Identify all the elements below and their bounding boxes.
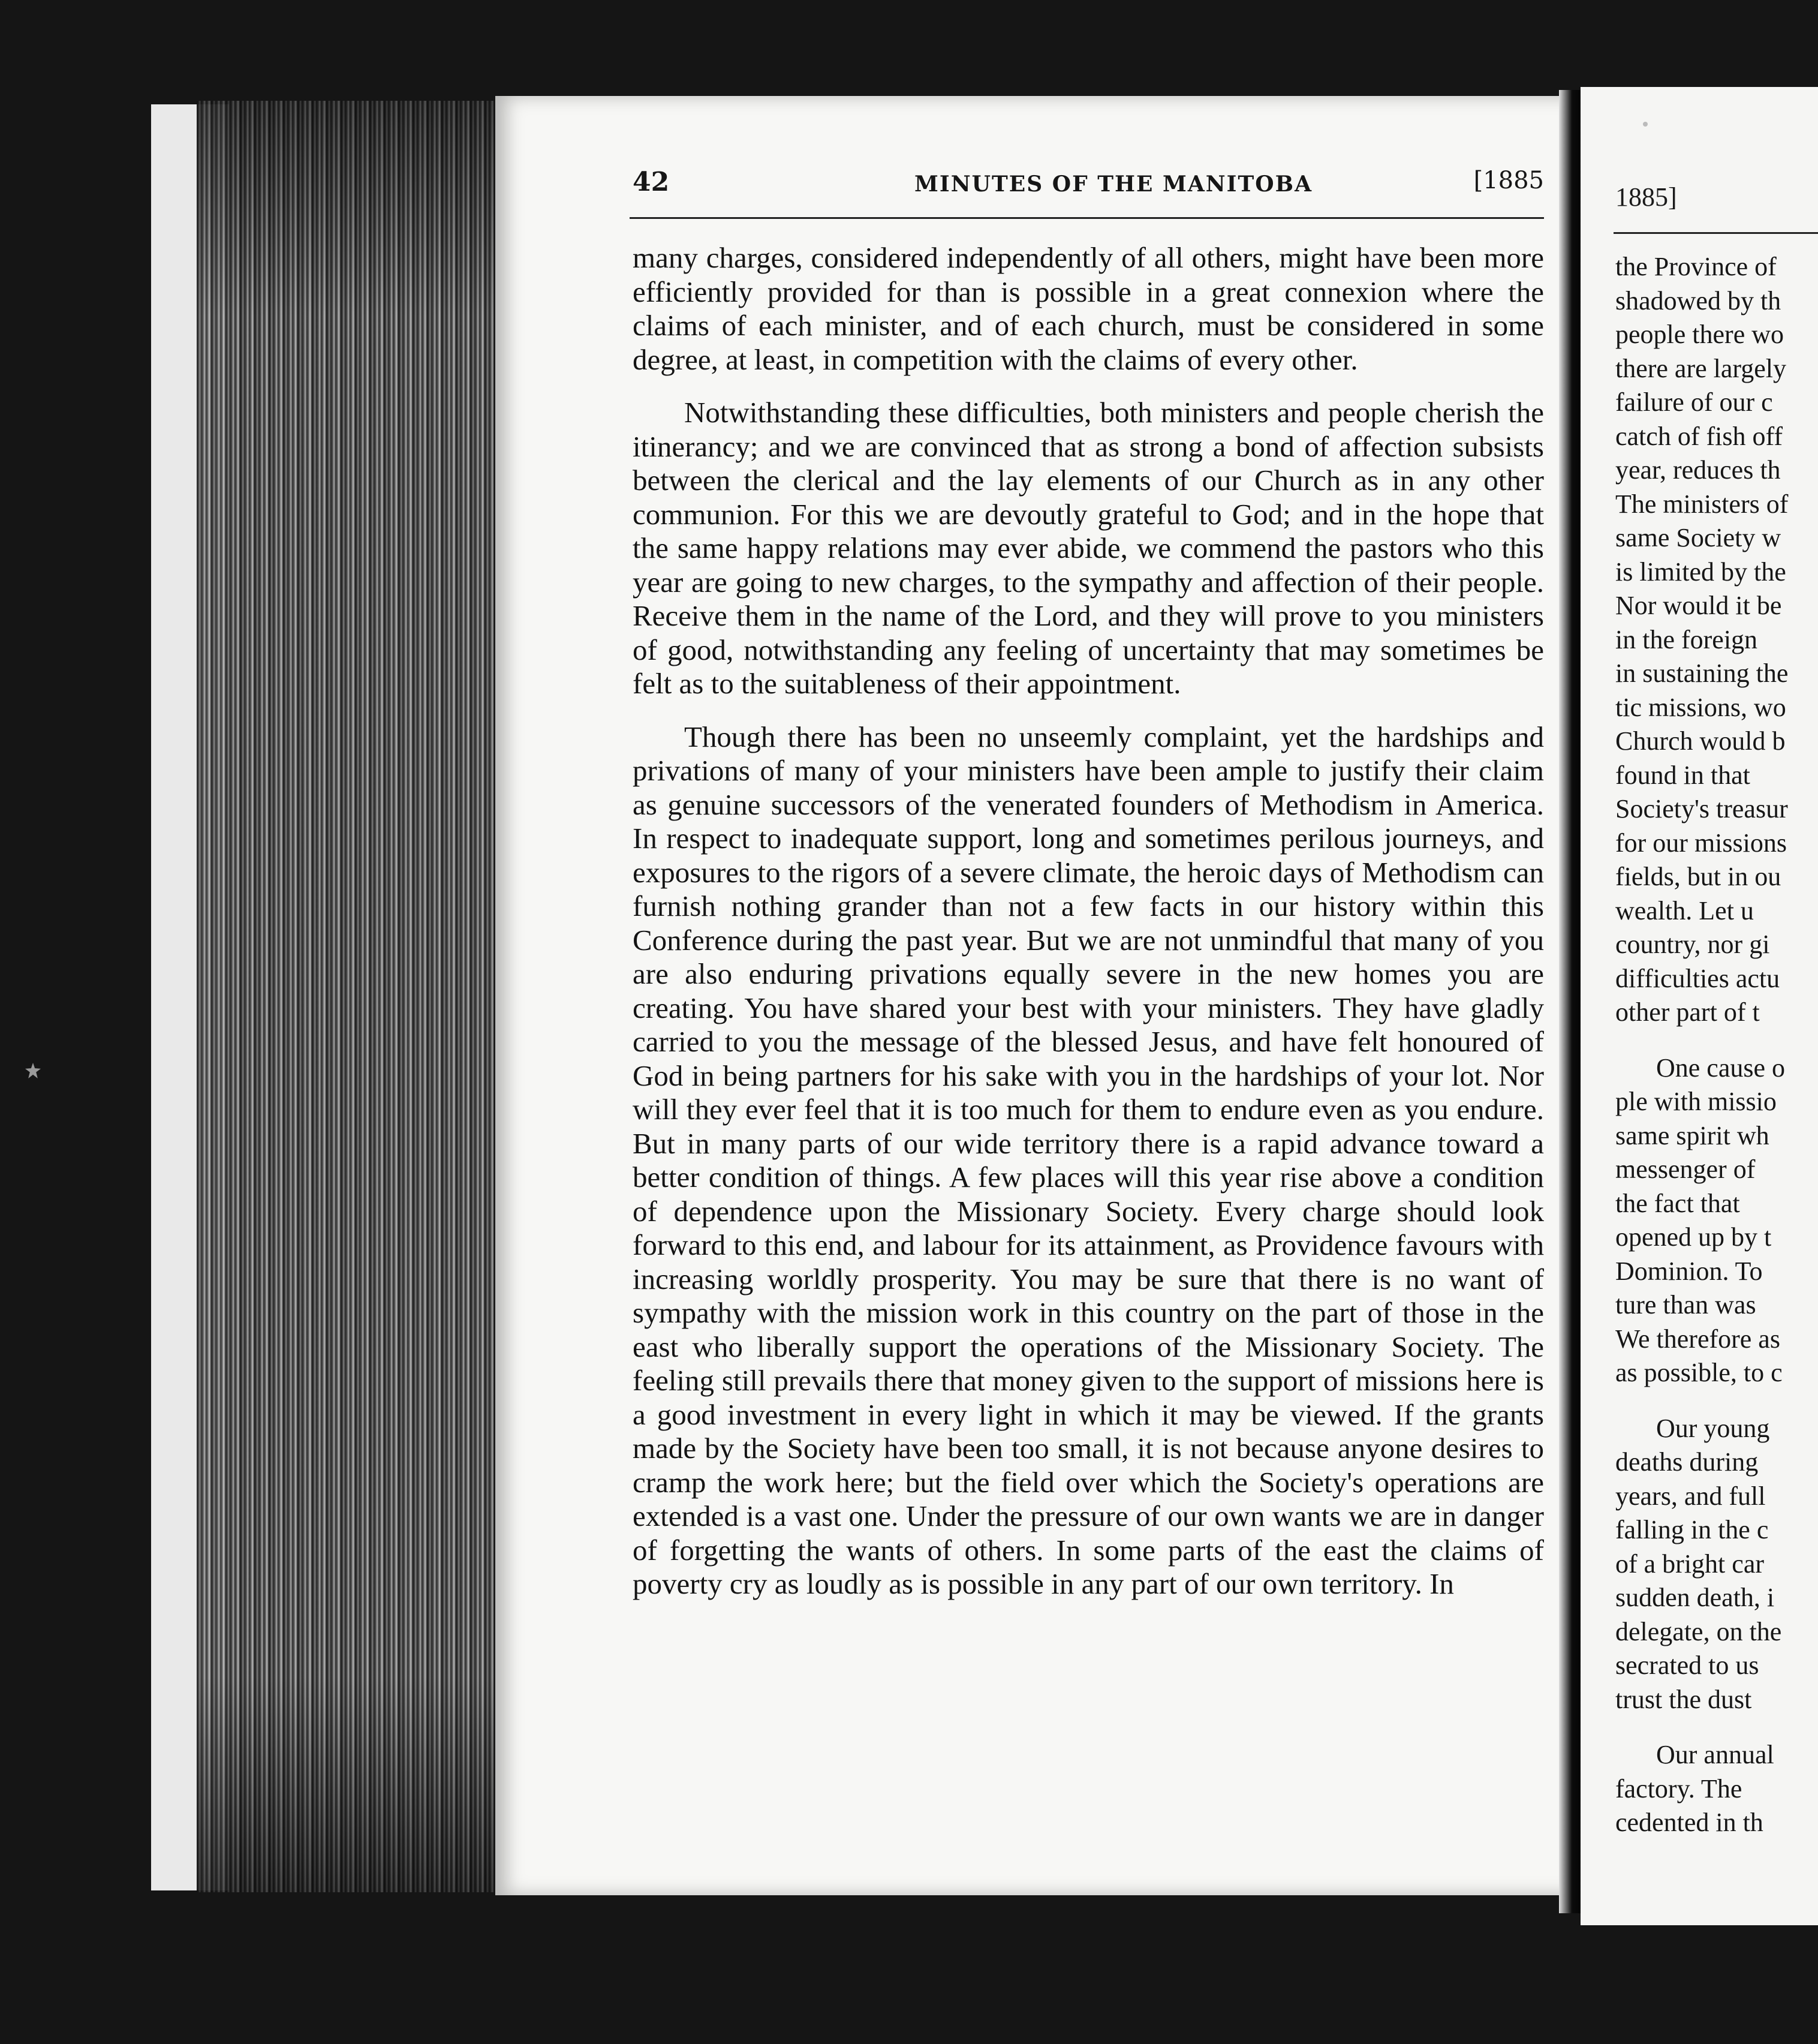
page-edges [197,101,494,1892]
right-page-line: there are largely [1615,353,1787,383]
paragraph-itinerancy: Notwithstanding these difficulties, both ministers and people cherish the itinerancy; and we are convinced that as strong a bond of affection subsists between the clerical and the lay elements of our Church as in any other communion. For this we are devoutly grateful to God; and in the hope that the same happy relations may ever abide, we commend the pastors who this year are going to new charges, to the sympathy and affection of their people. Receive them in the name of the Lord, and they will prove to you ministers of good, notwithstanding any feeling of uncertainty that may sometimes be felt as to the suitableness of their appointment. [633,396,1544,700]
right-page-line: ture than was [1615,1290,1756,1319]
paragraph-gap [1615,1717,1818,1738]
right-page-line: catch of fish off [1615,421,1783,451]
right-page-line: year, reduces th [1615,455,1781,485]
right-page-line: delegate, on the [1615,1616,1782,1646]
right-page-line: tic missions, wo [1615,692,1786,722]
right-page-line: same Society w [1615,523,1781,552]
right-page-line: the fact that [1615,1188,1740,1218]
right-page-line: Our young [1656,1413,1770,1443]
right-page-line: sudden death, i [1615,1583,1775,1612]
year-bracket: [1885 [1473,167,1544,194]
right-page-line: messenger of [1615,1155,1756,1184]
right-page-text [1615,250,1818,1840]
right-page-line: years, and full [1615,1481,1766,1511]
right-page-line: for our missions [1615,828,1787,858]
right-page-line: difficulties actu [1615,963,1780,993]
right-page-line: found in that [1615,760,1750,790]
right-page-line: as possible, to c [1615,1358,1783,1387]
right-page-line: is limited by the [1615,557,1786,587]
right-page-year: 1885] [1615,182,1677,212]
right-page-line: in the foreign [1615,624,1758,654]
right-page-line: failure of our c [1615,387,1773,417]
right-page-line: factory. The [1615,1774,1742,1803]
right-page-line: the Province of [1615,252,1777,281]
right-page-line: fields, but in ou [1615,862,1781,891]
right-page-line: Nor would it be [1615,591,1782,620]
right-page-line: deaths during [1615,1447,1759,1477]
body-text [633,241,1544,1621]
right-page-line: secrated to us [1615,1651,1759,1680]
right-page-line: of a bright car [1615,1549,1764,1579]
right-page-line: Our annual [1656,1740,1774,1769]
paragraph-hardships: Though there has been no unseemly complaint, yet the hardships and privations of many of your ministers have been ample to justify their claim as genuine successors of the venerated founders of Methodism in America. In respect to inadequate support, long and sometimes perilous journeys, and exposures to the rigors of a severe climate, the heroic days of Methodism can furnish nothing grander than not a few facts in our history within this Conference during the past year. But we are not unmindful that many of you are also enduring privations equally severe in the new homes you are creating. You have shared your best with your ministers. They have gladly carried to you the message of the blessed Jesus, and have felt honoured of God in being partners for his sake with you in the hardships of your lot. Nor will they ever feel that it is too much for them to endure even as you endure. But in many parts of our wide territory there is a rapid advance toward a better condition of things. A few places will this year rise above a condition of dependence upon the Missionary Society. Every charge should look forward to this end, and labour for its attainment, as Providence favours with increasing worldly prosperity. You may be sure that there is no want of sympathy with the mission work in this country on the part of those in the east who liberally support the operations of the Missionary Society. The feeling still prevails there that money given to the support of missions here is a good investment in every light in which it may be viewed. If the grants made by the Society have been too small, it is not because anyone desires to cramp the work here; but the field over which the Society's operations are extended is a vast one. Under the pressure of our own wants we are in danger of forgetting the wants of others. In some parts of the east the claims of poverty cry as loudly as is possible in any part of our own territory. In [633,720,1544,1600]
right-page-line: shadowed by th [1615,285,1781,315]
paragraph-gap [1615,1030,1818,1051]
right-page-line: people there wo [1615,320,1784,349]
right-page-line: We therefore as [1615,1324,1780,1354]
right-page-line: Dominion. To [1615,1256,1763,1286]
dust-speck [25,1063,41,1078]
paragraph-continued: many charges, considered independently of all others, might have been more efficiently provided for than is possible in a great connexion where the claims of each minister, and of each church, must be considered in some degree, at least, in competition with the claims of every other. [633,241,1544,376]
right-page-line: wealth. Let u [1615,895,1754,925]
right-page-cropped [1581,87,1818,1925]
right-page-line: The ministers of [1615,489,1789,519]
book-gutter [1559,90,1581,1913]
paragraph-gap [1615,1390,1818,1412]
right-header-rule [1614,232,1818,234]
right-page-line: ple with missio [1615,1087,1777,1116]
right-page-line: falling in the c [1615,1515,1769,1544]
right-page-line: country, nor gi [1615,930,1770,959]
right-page-line: same spirit wh [1615,1120,1769,1150]
right-page-line: in sustaining the [1615,659,1789,688]
running-head: MINUTES OF THE MANITOBA [914,172,1313,197]
page-number: 42 [633,167,670,197]
right-page-line: opened up by t [1615,1222,1772,1252]
ink-dot [1643,122,1648,127]
right-page-line: other part of t [1615,997,1760,1027]
right-page-line: Society's treasur [1615,794,1788,823]
page-header [633,167,1544,203]
right-page-line: One cause o [1656,1053,1786,1083]
right-page-line: cedented in th [1615,1808,1763,1837]
right-page-line: Church would b [1615,726,1786,756]
header-rule [630,217,1544,219]
right-page-line: trust the dust [1615,1684,1752,1714]
